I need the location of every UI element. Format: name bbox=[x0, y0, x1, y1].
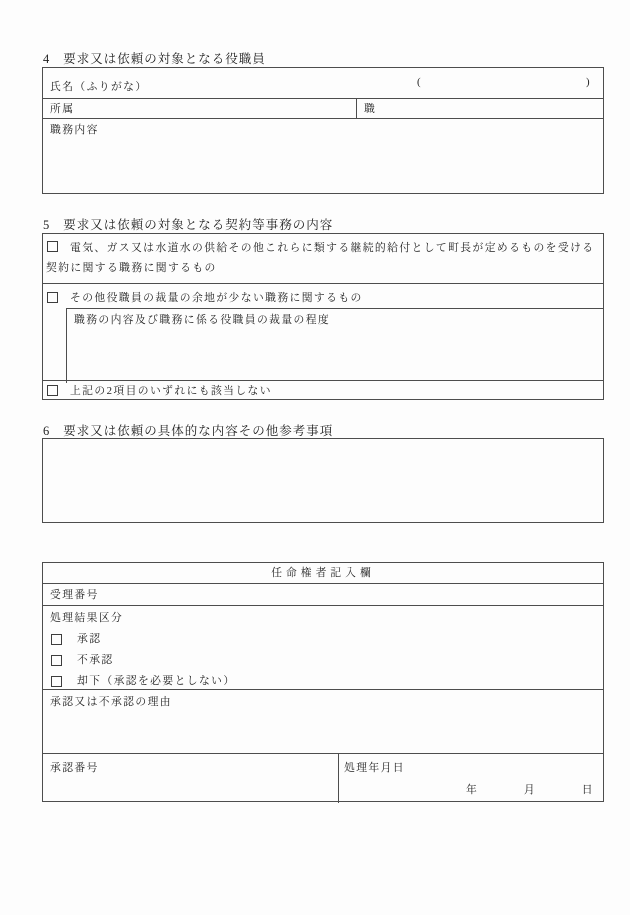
affiliation-label: 所属 bbox=[50, 103, 75, 115]
day-label: 日 bbox=[581, 784, 594, 796]
option3-row bbox=[43, 380, 603, 400]
option2-checkbox[interactable] bbox=[47, 292, 58, 303]
disapprove-checkbox[interactable] bbox=[51, 655, 62, 666]
section4-table bbox=[42, 67, 604, 194]
section5-heading bbox=[43, 215, 333, 233]
disapprove-label: 不承認 bbox=[77, 654, 114, 666]
approval-date-row bbox=[43, 753, 603, 803]
post-cell[interactable] bbox=[356, 99, 603, 118]
approval-number-label: 承認番号 bbox=[50, 762, 99, 774]
approval-number-cell[interactable] bbox=[43, 754, 338, 803]
name-input-area[interactable] bbox=[148, 74, 591, 98]
section4-heading bbox=[43, 49, 266, 67]
name-label: 氏名（ふりがな） bbox=[50, 80, 148, 93]
name-row bbox=[43, 68, 603, 98]
reject-checkbox[interactable] bbox=[51, 676, 62, 687]
year-label: 年 bbox=[466, 784, 479, 796]
option3-checkbox[interactable] bbox=[47, 385, 58, 396]
affiliation-post-row bbox=[43, 98, 603, 118]
receipt-number-cell[interactable] bbox=[43, 583, 603, 605]
section5-number: 5 bbox=[43, 218, 51, 232]
result-option-disapprove bbox=[50, 650, 596, 671]
section4-number: 4 bbox=[43, 52, 51, 66]
section6-title: 要求又は依頼の具体的な内容その他参考事項 bbox=[63, 424, 334, 438]
option2-label: その他役職員の裁量の余地が少ない職務に関するもの bbox=[70, 292, 363, 304]
reason-label: 承認又は不承認の理由 bbox=[50, 696, 172, 708]
option2-detail-label: 職務の内容及び職務に係る役職員の裁量の程度 bbox=[74, 314, 331, 326]
option2-row bbox=[43, 283, 603, 380]
appointer-title-row bbox=[43, 563, 603, 583]
section4-title: 要求又は依頼の対象となる役職員 bbox=[63, 52, 266, 66]
section6-number: 6 bbox=[43, 424, 51, 438]
approve-checkbox[interactable] bbox=[51, 634, 62, 645]
reason-cell[interactable] bbox=[43, 689, 603, 753]
duty-label: 職務内容 bbox=[50, 124, 99, 136]
duty-cell[interactable] bbox=[43, 118, 603, 193]
option1-label: 電気、ガス又は水道水の供給その他これらに類する継続的給付として町長が定めるものを受ける契約に関する職務に関するもの bbox=[46, 242, 595, 274]
furigana-paren-close: ) bbox=[586, 76, 591, 88]
section5-table bbox=[42, 233, 604, 400]
processing-date-label: 処理年月日 bbox=[344, 762, 405, 774]
appointer-title: 任命権者記入欄 bbox=[271, 567, 375, 579]
affiliation-cell[interactable] bbox=[43, 99, 356, 118]
post-label: 職 bbox=[364, 103, 377, 115]
month-label: 月 bbox=[523, 784, 537, 796]
option3-label: 上記の2項目のいずれにも該当しない bbox=[70, 385, 272, 397]
date-units bbox=[344, 782, 603, 797]
option1-checkbox[interactable] bbox=[47, 241, 58, 252]
section6-input-area[interactable] bbox=[42, 438, 604, 523]
section6-heading bbox=[43, 421, 333, 439]
approve-label: 承認 bbox=[77, 633, 102, 645]
option1-row bbox=[43, 234, 603, 283]
result-option-approve bbox=[50, 629, 596, 650]
appointer-table bbox=[42, 562, 604, 802]
result-category-label: 処理結果区分 bbox=[50, 612, 124, 624]
furigana-paren-open: ( bbox=[417, 76, 422, 88]
processing-date-cell[interactable] bbox=[338, 754, 603, 803]
reject-label: 却下（承認を必要としない） bbox=[77, 675, 236, 687]
option2-detail-box[interactable] bbox=[66, 308, 603, 383]
result-category-row bbox=[43, 605, 603, 689]
section5-title: 要求又は依頼の対象となる契約等事務の内容 bbox=[63, 218, 334, 232]
receipt-number-label: 受理番号 bbox=[50, 589, 99, 601]
